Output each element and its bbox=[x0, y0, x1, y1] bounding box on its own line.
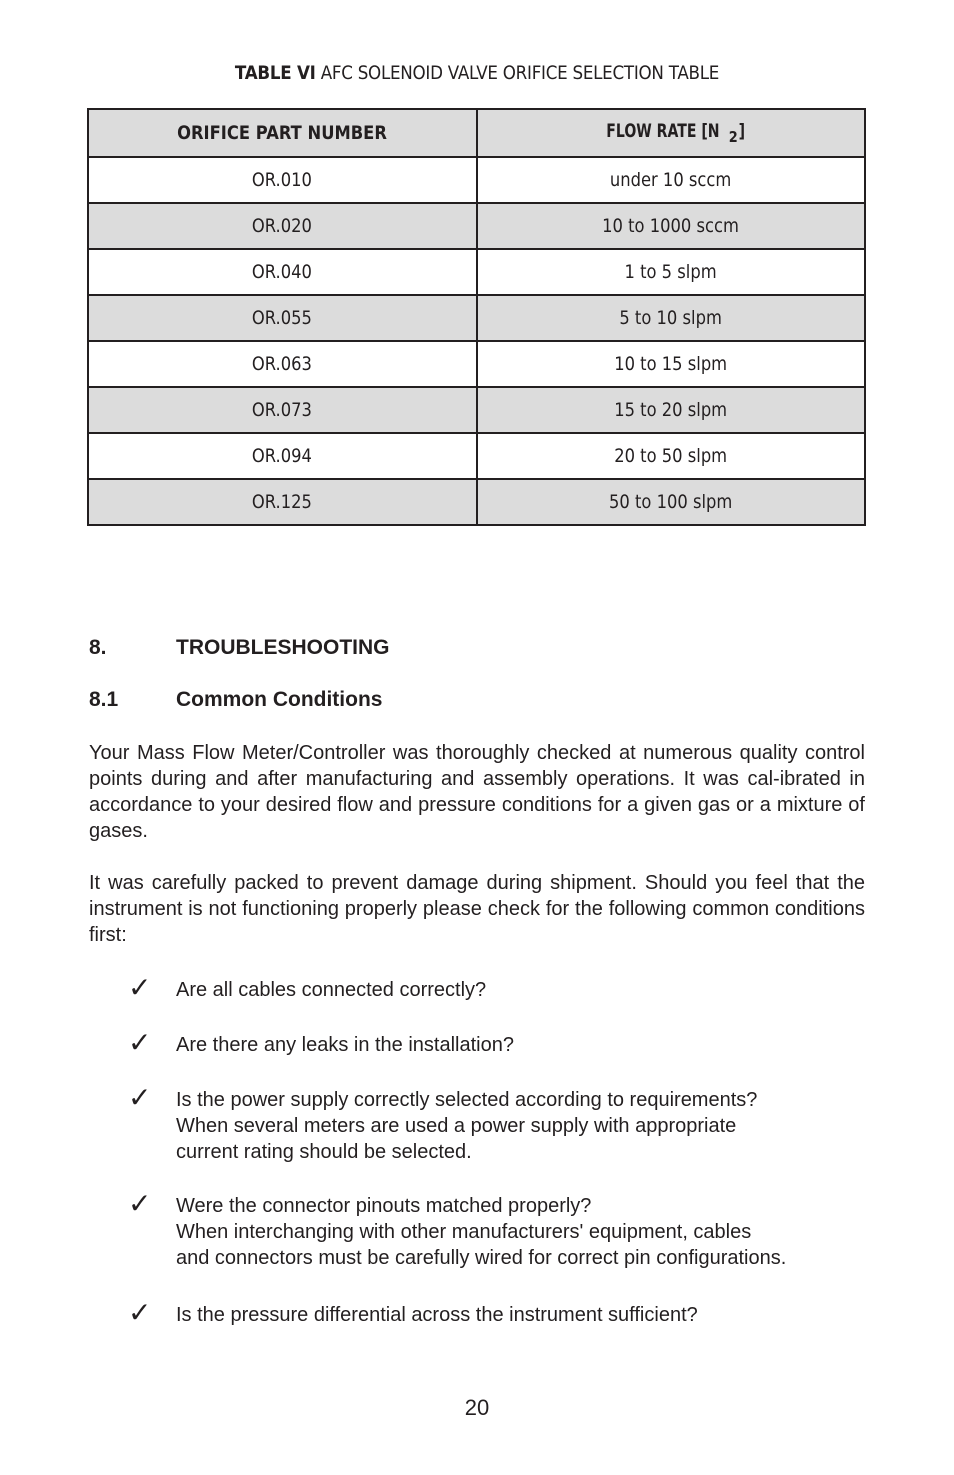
checklist-item-line: and connectors must be carefully wired for correct pin configurations. bbox=[176, 1247, 787, 1269]
checklist-item-line: Were the connector pinouts matched properly? bbox=[176, 1195, 592, 1217]
checklist-item-line: When interchanging with other manufacturers' equipment, cables bbox=[176, 1221, 752, 1243]
cell-orifice-part-number: OR.073 bbox=[88, 387, 477, 433]
checklist-item-line: Is the pressure differential across the instrument sufficient? bbox=[176, 1304, 698, 1326]
table-caption-title: AFC SOLENOID VALVE ORIFICE SELECTION TABLE bbox=[320, 62, 720, 84]
checklist-item-text bbox=[176, 1087, 876, 1165]
table-row bbox=[88, 249, 865, 295]
table-row bbox=[88, 387, 865, 433]
checklist-item-line: Are there any leaks in the installation? bbox=[176, 1034, 514, 1056]
table-caption-label: TABLE VI bbox=[234, 62, 316, 84]
table-row bbox=[88, 157, 865, 203]
header-flow-rate-subscript: 2 bbox=[728, 127, 738, 146]
cell-orifice-part-number: OR.040 bbox=[88, 249, 477, 295]
cell-flow-rate: 5 to 10 slpm bbox=[477, 295, 866, 341]
checklist-item-line: current rating should be selected. bbox=[176, 1141, 472, 1163]
header-flow-rate: FLOW RATE [N $_2$] bbox=[477, 109, 866, 157]
section-number: 8. bbox=[89, 636, 107, 659]
cell-orifice-part-number: OR.125 bbox=[88, 479, 477, 525]
paragraph-1: Your Mass Flow Meter/Controller was thoroughly checked at numerous quality control points during and after manufacturing and assembly operations. It was cal-ibrated in accordance to your desired flow and pressure conditions for a given gas or a mixture of gases. bbox=[89, 742, 865, 842]
cell-flow-rate: 50 to 100 slpm bbox=[477, 479, 866, 525]
paragraph-2: It was carefully packed to prevent damage during shipment. Should you feel that the instrument is not functioning properly please check for the following common conditions first: bbox=[89, 872, 865, 946]
cell-flow-rate: under 10 sccm bbox=[477, 157, 866, 203]
subsection-title: Common Conditions bbox=[176, 688, 383, 711]
cell-orifice-part-number: OR.055 bbox=[88, 295, 477, 341]
orifice-selection-table bbox=[87, 108, 866, 526]
cell-orifice-part-number: OR.094 bbox=[88, 433, 477, 479]
cell-orifice-part-number: OR.063 bbox=[88, 341, 477, 387]
table-row bbox=[88, 203, 865, 249]
cell-orifice-part-number: OR.010 bbox=[88, 157, 477, 203]
checkmark-icon: ✓ bbox=[128, 1187, 152, 1220]
checkmark-icon: ✓ bbox=[128, 1296, 152, 1329]
checklist-item-text bbox=[176, 1302, 876, 1328]
section-heading bbox=[89, 636, 390, 660]
table-header-row bbox=[88, 109, 865, 157]
checklist-item-text bbox=[176, 977, 876, 1003]
cell-flow-rate: 15 to 20 slpm bbox=[477, 387, 866, 433]
section-title: TROUBLESHOOTING bbox=[176, 636, 390, 659]
cell-flow-rate: 1 to 5 slpm bbox=[477, 249, 866, 295]
checkmark-icon: ✓ bbox=[128, 1081, 152, 1114]
page-number: 20 bbox=[464, 1395, 490, 1420]
subsection-heading bbox=[89, 688, 382, 712]
checklist-item-text bbox=[176, 1193, 876, 1271]
table-row bbox=[88, 433, 865, 479]
checkmark-icon: ✓ bbox=[128, 1026, 152, 1059]
header-orifice-part-number: ORIFICE PART NUMBER bbox=[88, 109, 477, 157]
checklist-item-text bbox=[176, 1032, 876, 1058]
checklist-item-line: Is the power supply correctly selected according to requirements? bbox=[176, 1089, 758, 1111]
cell-flow-rate: 10 to 15 slpm bbox=[477, 341, 866, 387]
table-caption bbox=[57, 62, 897, 84]
table-row bbox=[88, 479, 865, 525]
checklist-item-line: When several meters are used a power supply with appropriate bbox=[176, 1115, 737, 1137]
checkmark-icon: ✓ bbox=[128, 971, 152, 1004]
cell-orifice-part-number: OR.020 bbox=[88, 203, 477, 249]
cell-flow-rate: 10 to 1000 sccm bbox=[477, 203, 866, 249]
checklist-item-line: Are all cables connected correctly? bbox=[176, 979, 487, 1001]
cell-flow-rate: 20 to 50 slpm bbox=[477, 433, 866, 479]
subsection-number: 8.1 bbox=[89, 688, 119, 711]
table-row bbox=[88, 341, 865, 387]
table-row bbox=[88, 295, 865, 341]
